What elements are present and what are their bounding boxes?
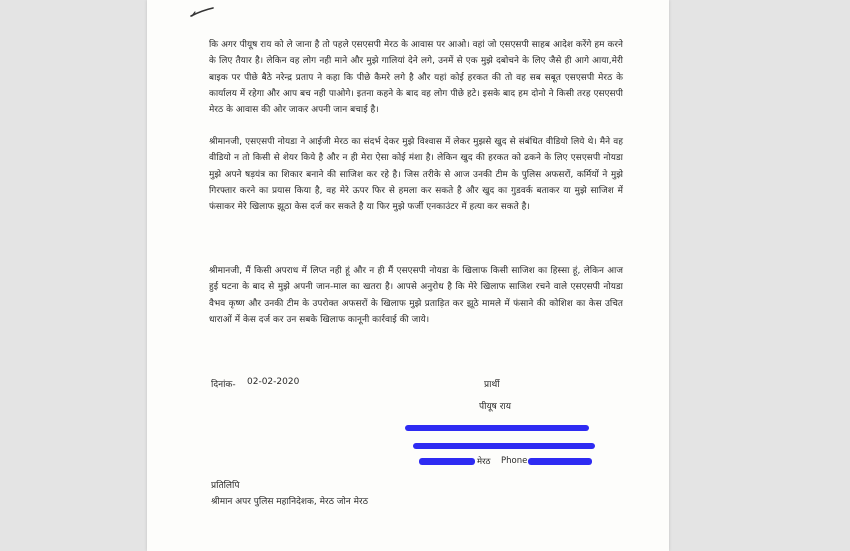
redaction-bar-phone — [528, 458, 592, 465]
date-value: 02-02-2020 — [247, 377, 300, 387]
letter-paragraph-2: श्रीमानजी, एसएसपी नोयडा ने आईजी मेरठ का संदर्भ देकर मुझे विश्वास में लेकर मुझसे खुद से संबंधित वीडियो लिये थे। मैने वह वीडियो न तो किसी से शेयर किये है और न ही मेरा ऐसा कोई मंशा है। लेकिन खुद की हरकत को ढकने के लिए एसएसपी नोयडा मुझे अपने षड़यंत्र का शिकार बनाने की साजिश कर रहे है। जिस तरीके से आज उनकी टीम के पुलिस अफसरों, कर्मियों ने मुझे गिरफ्तार करने का प्रयास किया है, वह मेरे ऊपर फिर से हमला कर सकते है और खुद का गुडवर्क बताकर या मुझे साजिश में फंसाकर मेरे खिलाफ झूठा केस दर्ज कर सकते है या फिर मुझे फर्जी एनकाउंटर में हत्या कर सकते है। — [209, 137, 623, 213]
redaction-bar-address-3 — [419, 458, 475, 465]
signer-name: पीयूष राय — [479, 402, 511, 412]
letter-page — [147, 0, 669, 551]
redaction-bar-address-1 — [405, 425, 589, 431]
pen-stroke-mark — [189, 4, 215, 20]
address-phone-label: Phone — [501, 456, 528, 466]
applicant-label: प्रार्थी — [484, 380, 500, 390]
letter-paragraph-1: कि अगर पीयूष राय को ले जाना है तो पहले एसएसपी मेरठ के आवास पर आओ। वहां जो एसएसपी साहब आदेश करेंगे हम करने के लिए तैयार है। लेकिन वह लोग नही माने और मुझे गालियां देने लगे, उनमें से एक मुझे दबोचने के लिए जैसे ही आगे आया,मेरी बाइक पर पीछे बैठे नरेन्द्र प्रताप ने कहा कि पीछे कैमरे लगे है और यहां कोई हरकत की तो वह सब सबूत एसएसपी मेरठ के कार्यालय में रहेगा और आप बच नही पाओगे। इतना कहने के बाद वह लोग पीछे हटे। इसके बाद हम दोनो ने किसी तरह एसएसपी मेरठ के आवास की ओर जाकर अपनी जान बचाई है। — [209, 40, 623, 116]
redaction-bar-address-2 — [413, 443, 595, 449]
letter-paragraph-3: श्रीमानजी, मैं किसी अपराध में लिप्त नही हूं और न ही मैं एसएसपी नोयडा के खिलाफ किसी साजिश का हिस्सा हूं, लेकिन आज हुई घटना के बाद से मुझे अपनी जान-माल का खतरा है। आपसे अनुरोध है कि मेरे खिलाफ साजिश रचने वाले एसएसपी नोयडा वैभव कृष्ण और उनकी टीम के उपरोक्त अफसरों के खिलाफ मुझे प्रताड़ित कर झूठे मामले में फंसाने की कोशिश का केस उचित धाराओं में केस दर्ज कर उन सबके खिलाफ कानूनी कार्रवाई की जाये। — [209, 266, 623, 325]
date-label: दिनांक- — [211, 380, 236, 390]
copy-recipient: श्रीमान अपर पुलिस महानिदेशक, मेरठ जोन मेरठ — [211, 497, 368, 507]
address-city: मेरठ — [477, 457, 491, 467]
copy-label: प्रतिलिपि — [211, 481, 240, 491]
